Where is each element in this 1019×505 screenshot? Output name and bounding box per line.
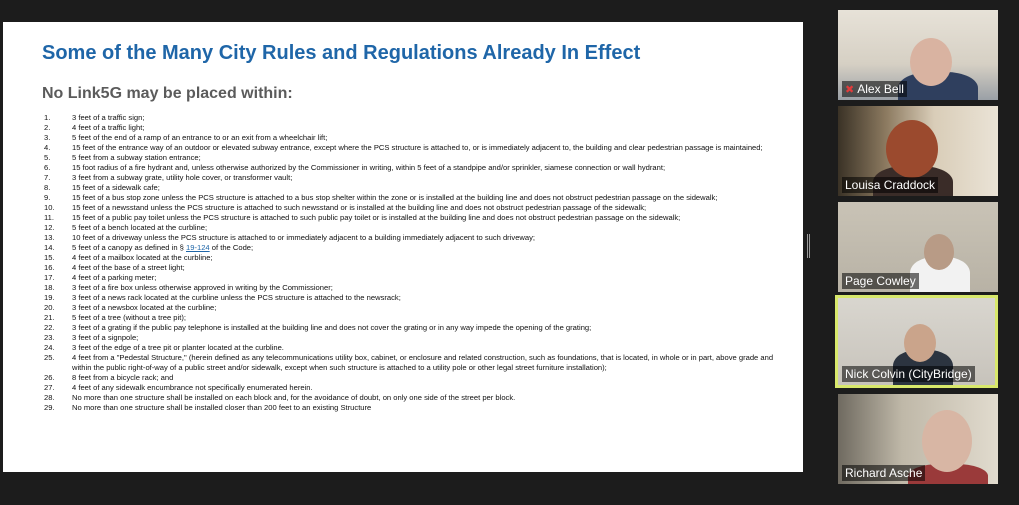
rule-item <box>42 173 785 183</box>
rule-number: 2. <box>44 123 51 132</box>
rule-text: 15 foot radius of a fire hydrant and, unless otherwise authorized by the Commissioner in writing, within 5 feet of a standpipe and/or sprinkler, siamese connection or wall hydrant; <box>72 163 666 172</box>
rule-item <box>42 133 785 143</box>
rule-item <box>42 253 785 263</box>
mic-muted-icon: ✖ <box>845 84 855 96</box>
rule-item <box>42 283 785 293</box>
rule-item <box>42 263 785 273</box>
rule-item <box>42 143 785 153</box>
rule-text: 15 feet of a newsstand unless the PCS structure is attached to such newsstand or is installed at the building line and does not obstruct pedestrian passage of the sidewalk; <box>72 203 647 212</box>
rule-item <box>42 353 785 373</box>
rule-number: 23. <box>44 333 55 342</box>
participant-tile-louisa-craddock[interactable] <box>838 106 998 196</box>
code-link[interactable]: 19-124 <box>186 243 210 252</box>
rule-number: 17. <box>44 273 55 282</box>
rule-item <box>42 163 785 173</box>
rules-list <box>42 113 785 413</box>
rule-text: 4 feet of a parking meter; <box>72 273 157 282</box>
rule-number: 28. <box>44 393 55 402</box>
participant-name: Page Cowley <box>842 273 919 289</box>
rule-text: 4 feet of the base of a street light; <box>72 263 185 272</box>
rule-number: 24. <box>44 343 55 352</box>
rule-item <box>42 183 785 193</box>
participant-name: Nick Colvin (CityBridge) <box>842 366 975 382</box>
rule-text: No more than one structure shall be installed on each block and, for the avoidance of doubt, on only one side of the street per block. <box>72 393 516 402</box>
rule-item <box>42 193 785 203</box>
rule-number: 12. <box>44 223 55 232</box>
rule-number: 27. <box>44 383 55 392</box>
rule-item <box>42 213 785 223</box>
rule-text: 3 feet of a signpole; <box>72 333 139 342</box>
rule-text-after: of the Code; <box>209 243 254 252</box>
rule-text: 5 feet of a bench located at the curbline; <box>72 223 208 232</box>
rule-text: 4 feet of a traffic light; <box>72 123 145 132</box>
rule-item <box>42 273 785 283</box>
rule-number: 22. <box>44 323 55 332</box>
rule-text: 4 feet of any sidewalk encumbrance not specifically enumerated herein. <box>72 383 313 392</box>
rule-number: 19. <box>44 293 55 302</box>
rule-item <box>42 393 785 403</box>
rule-text: No more than one structure shall be installed closer than 200 feet to an existing Structure <box>72 403 372 412</box>
rule-item <box>42 153 785 163</box>
rule-number: 3. <box>44 133 51 142</box>
rule-text: 15 feet of a sidewalk cafe; <box>72 183 160 192</box>
rule-text: 10 feet of a driveway unless the PCS structure is attached to or immediately adjacent to a building immediately adjacent to such driveway; <box>72 233 536 242</box>
rule-item <box>42 343 785 353</box>
rule-text: 3 feet of a newsbox located at the curbline; <box>72 303 217 312</box>
rule-item <box>42 123 785 133</box>
rule-number: 13. <box>44 233 55 242</box>
rule-item <box>42 403 785 413</box>
rule-text: 3 feet of a grating if the public pay telephone is installed at the building line and does not cover the grating or in any way impede the opening of the grating; <box>72 323 592 332</box>
participant-name: Richard Asche <box>842 465 925 481</box>
participant-tile-nick-colvin[interactable] <box>835 295 998 388</box>
rule-item <box>42 303 785 313</box>
rule-text: 15 feet of a bus stop zone unless the PCS structure is attached to a bus stop shelter within the zone or is installed at the building line and does not obstruct pedestrian passage on the sidewalk; <box>72 193 718 202</box>
slide-title: Some of the Many City Rules and Regulations Already In Effect <box>42 42 641 64</box>
rule-number: 26. <box>44 373 55 382</box>
rule-number: 11. <box>44 213 54 222</box>
rule-text: 15 feet of a public pay toilet unless the PCS structure is attached to such public pay toilet or is installed at the building line and does not obstruct pedestrian passage on the sidewalk; <box>72 213 681 222</box>
rule-number: 29. <box>44 403 55 412</box>
rule-text: 5 feet of a tree (without a tree pit); <box>72 313 186 322</box>
participant-tile-richard-asche[interactable] <box>838 394 998 484</box>
rule-text: 3 feet of a traffic sign; <box>72 113 145 122</box>
rule-item <box>42 223 785 233</box>
rule-number: 10. <box>44 203 55 212</box>
rule-item <box>42 243 785 253</box>
rule-item <box>42 373 785 383</box>
rule-number: 20. <box>44 303 55 312</box>
rule-item <box>42 293 785 303</box>
rule-number: 1. <box>44 113 51 122</box>
rule-text: 3 feet of the edge of a tree pit or planter located at the curbline. <box>72 343 284 352</box>
rule-text: 4 feet from a "Pedestal Structure," (herein defined as any telecommunications utility box, cabinet, or enclosure and related construction, such as foundations, that is located, in whole or in part, above grade and within the public right-of-way of a public street and/or sidewalk, except when such structure is attached to a utility pole or other legal street furniture installation); <box>72 353 774 372</box>
participant-name: ✖ Alex Bell <box>842 81 907 97</box>
rule-text: 4 feet of a mailbox located at the curbline; <box>72 253 213 262</box>
rule-number: 5. <box>44 153 51 162</box>
rule-text: 3 feet of a fire box unless otherwise approved in writing by the Commissioner; <box>72 283 333 292</box>
participant-name: Louisa Craddock <box>842 177 938 193</box>
rule-text: 3 feet from a subway grate, utility hole cover, or transformer vault; <box>72 173 293 182</box>
rule-number: 15. <box>44 253 55 262</box>
rule-number: 16. <box>44 263 55 272</box>
rule-text: 5 feet of the end of a ramp of an entrance to or an exit from a wheelchair lift; <box>72 133 328 142</box>
rule-item <box>42 113 785 123</box>
participant-tile-alex-bell[interactable] <box>838 10 998 100</box>
rule-item <box>42 203 785 213</box>
rule-number: 18. <box>44 283 55 292</box>
shared-screen-slide <box>3 22 803 472</box>
rule-text: 5 feet from a subway station entrance; <box>72 153 201 162</box>
rule-item <box>42 333 785 343</box>
rule-text <box>72 243 785 253</box>
rule-text: 15 feet of the entrance way of an outdoor or elevated subway entrance, except where the PCS structure is attached to, or is immediately adjacent to, the building and clear pedestrian passage is maintained; <box>72 143 763 152</box>
rule-number: 21. <box>44 313 55 322</box>
participant-tile-page-cowley[interactable] <box>838 202 998 292</box>
rule-number: 4. <box>44 143 51 152</box>
rule-item <box>42 323 785 333</box>
rule-text: 8 feet from a bicycle rack; and <box>72 373 174 382</box>
rule-text: 3 feet of a news rack located at the curbline unless the PCS structure is attached to the newsrack; <box>72 293 401 302</box>
rule-item <box>42 233 785 243</box>
rule-text-before: 5 feet of a canopy as defined in § <box>72 243 186 252</box>
rule-item <box>42 313 785 323</box>
rule-number: 14. <box>44 243 55 252</box>
splitter-handle-icon[interactable] <box>807 234 810 258</box>
rule-number: 25. <box>44 353 55 362</box>
rule-item <box>42 383 785 393</box>
slide-subtitle: No Link5G may be placed within: <box>42 85 293 102</box>
rule-number: 8. <box>44 183 51 192</box>
rule-number: 9. <box>44 193 51 202</box>
rule-number: 6. <box>44 163 51 172</box>
rule-number: 7. <box>44 173 51 182</box>
